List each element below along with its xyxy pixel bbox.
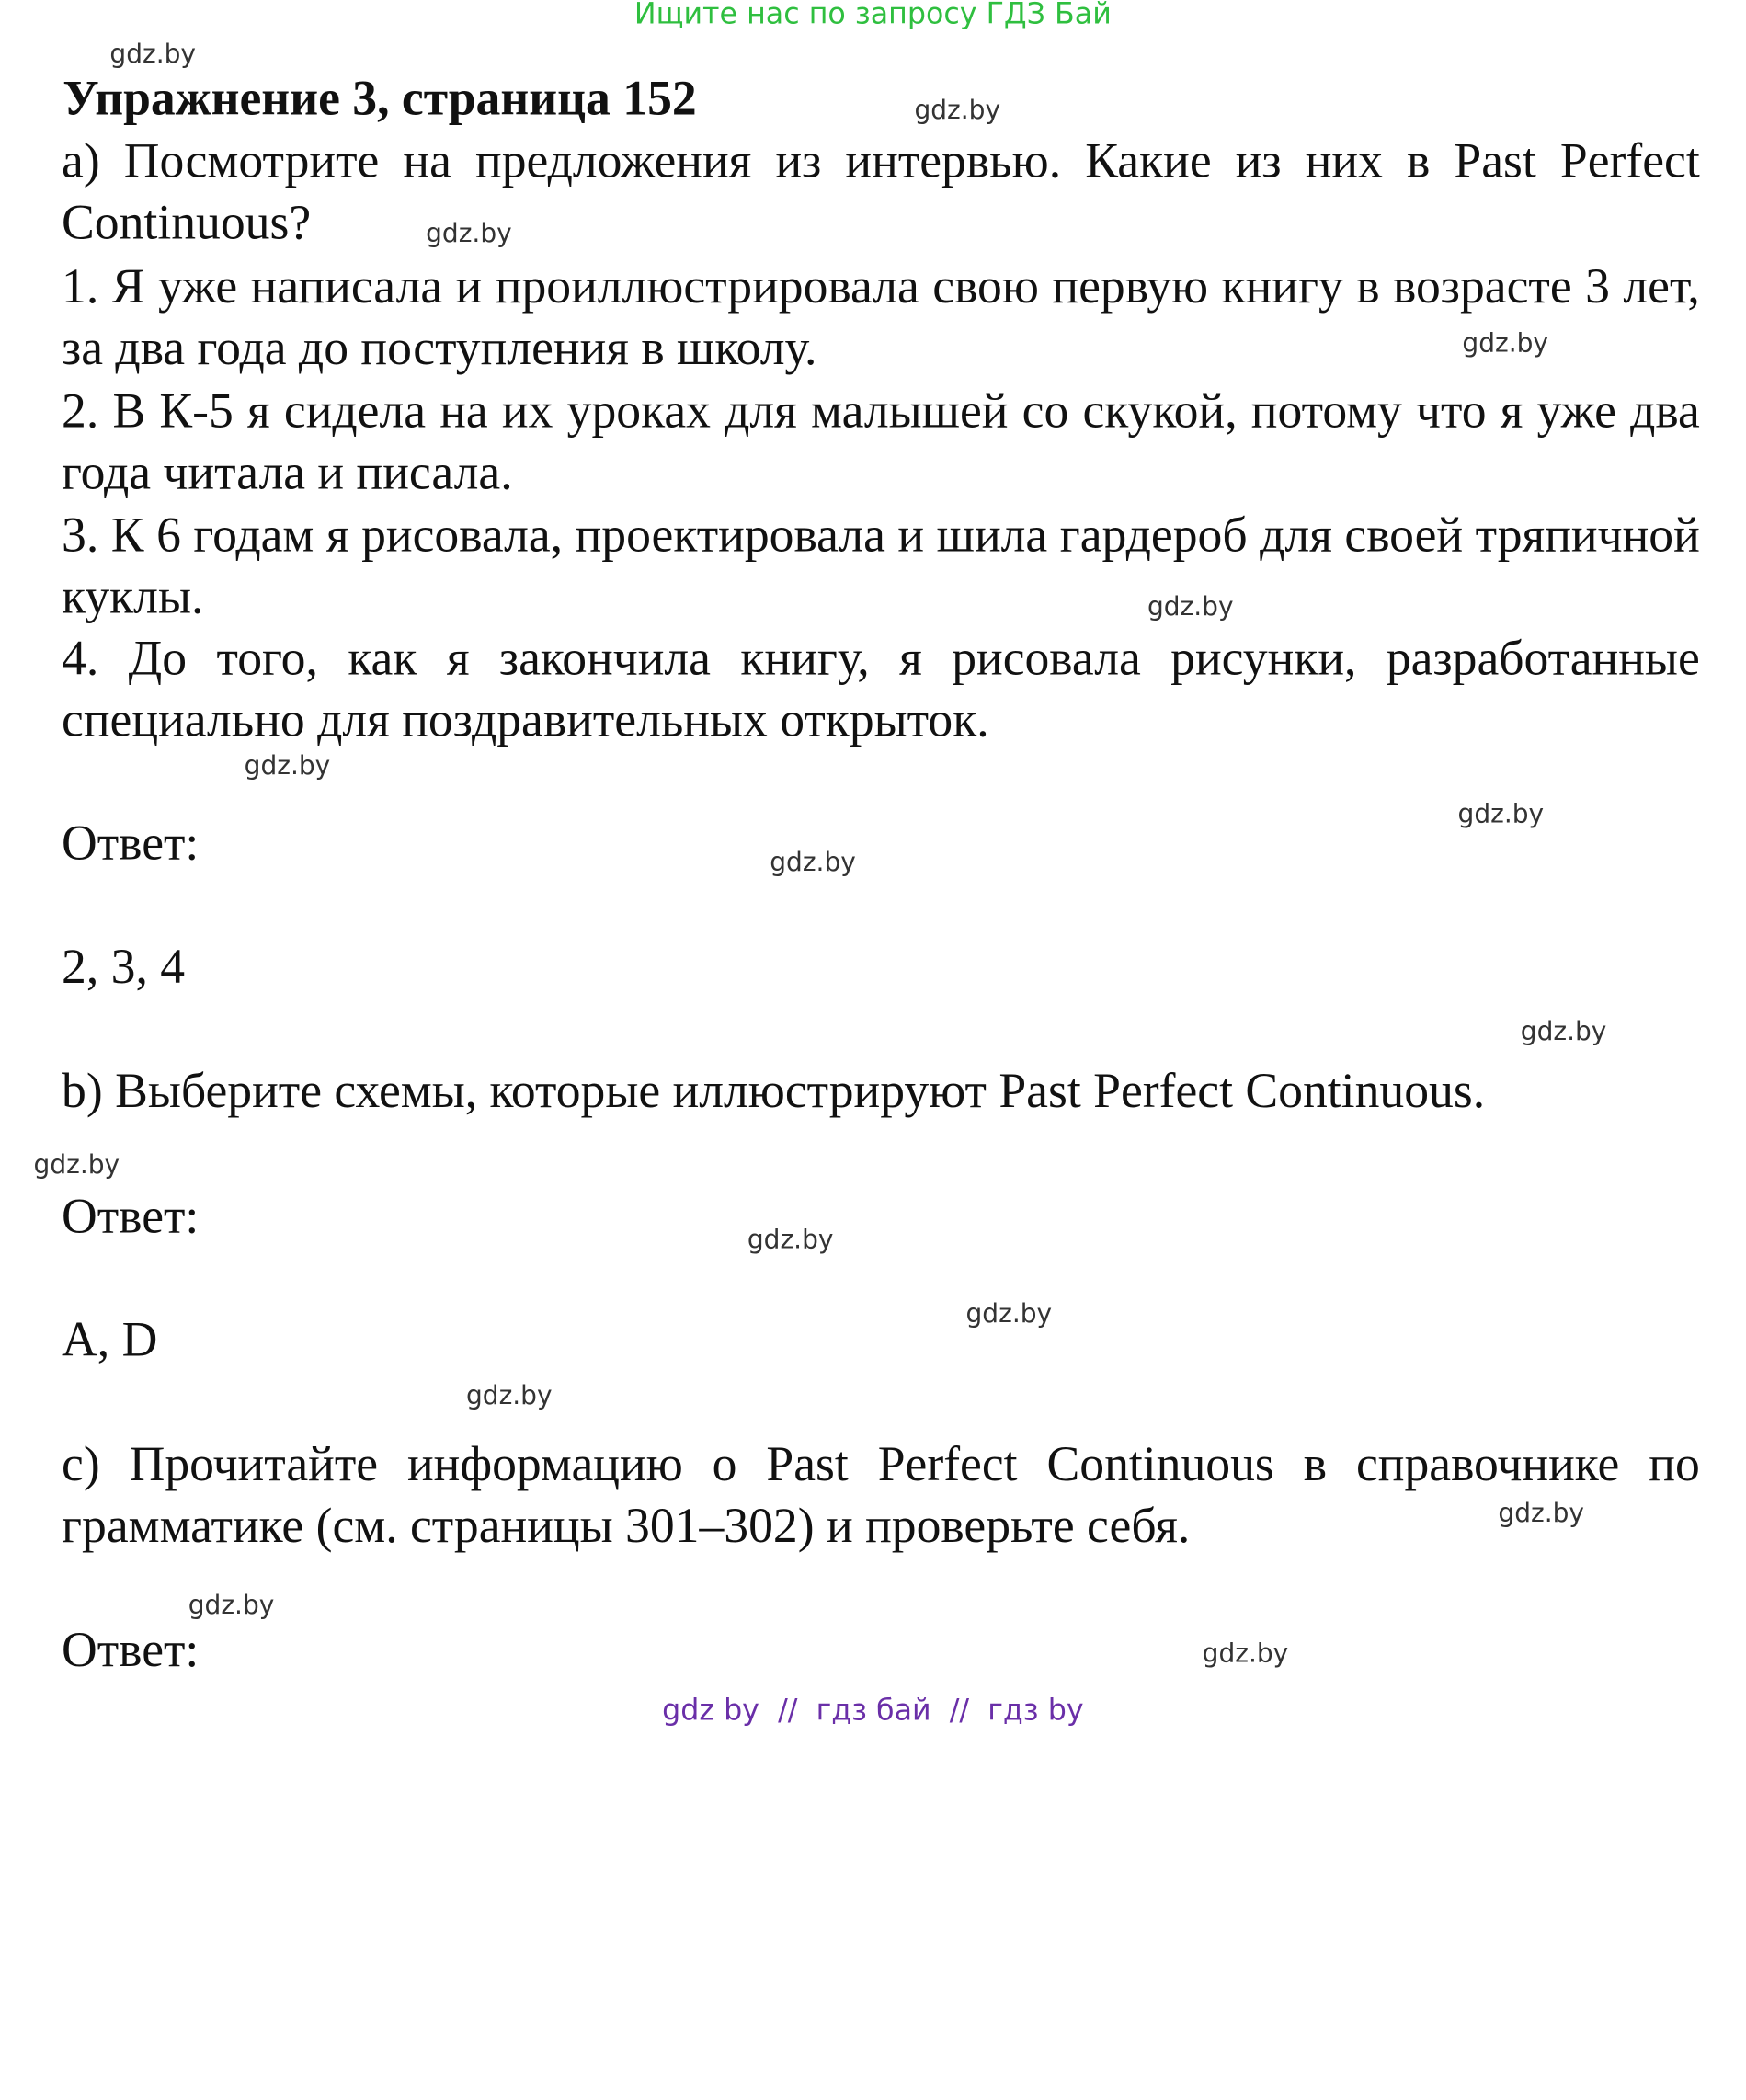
watermark: gdz.by [914, 96, 1001, 126]
watermark: gdz.by [1520, 1017, 1607, 1047]
watermark: gdz.by [747, 1226, 834, 1255]
task-b-prompt: b) Выберите схемы, которые иллюстрируют Past Perfect Continuous. [62, 1063, 1486, 1119]
task-a-item-4: 4. До того, как я закончила книгу, я рисовала рисунки, разработанные специально для поздравительных открыток. [62, 631, 1700, 748]
watermark: gdz.by [770, 848, 856, 878]
task-a-item-3: 3. К 6 годам я рисовала, проектировала и шила гардероб для своей тряпичной куклы. [62, 508, 1700, 624]
watermark: gdz.by [188, 1591, 275, 1621]
task-a-answer: 2, 3, 4 [62, 939, 186, 994]
watermark: gdz.by [244, 751, 331, 782]
task-b-answer-label: Ответ: [62, 1189, 200, 1244]
watermark: gdz.by [1202, 1638, 1289, 1669]
watermark: gdz.by [33, 1150, 120, 1181]
task-b-answer: A, D [62, 1312, 158, 1367]
watermark: gdz.by [1498, 1499, 1584, 1529]
task-c-answer-label: Ответ: [62, 1622, 200, 1678]
watermark: gdz.by [1462, 329, 1548, 359]
watermark: gdz.by [1457, 800, 1545, 829]
watermark: gdz.by [465, 1381, 553, 1411]
watermark: gdz.by [426, 219, 512, 249]
watermark: gdz.by [109, 40, 197, 70]
promo-banner[interactable]: Ищите нас по запросу ГДЗ Бай [633, 0, 1112, 32]
task-a-item-2: 2. В К-5 я сидела на их уроках для малышей со скукой, потому что я уже два года читала и писала. [62, 382, 1700, 500]
footer-links[interactable]: gdz by // гдз бай // гдз by [662, 1694, 1084, 1729]
watermark: gdz.by [965, 1299, 1053, 1330]
task-a-answer-label: Ответ: [62, 816, 200, 871]
task-c-prompt: c) Прочитайте информацию о Past Perfect Continuous в справочнике по грамматике (см. страницы 301–302) и проверьте себя. [62, 1436, 1700, 1554]
task-a-prompt: a) Посмотрите на предложения из интервью. Какие из них в Past Perfect Continuous? [62, 133, 1700, 250]
task-a-item-1: 1. Я уже написала и проиллюстрировала свою первую книгу в возрасте 3 лет, за два года до поступления в школу. [62, 258, 1700, 376]
page-title: Упражнение 3, страница 152 [63, 70, 697, 126]
watermark: gdz.by [1147, 592, 1234, 622]
